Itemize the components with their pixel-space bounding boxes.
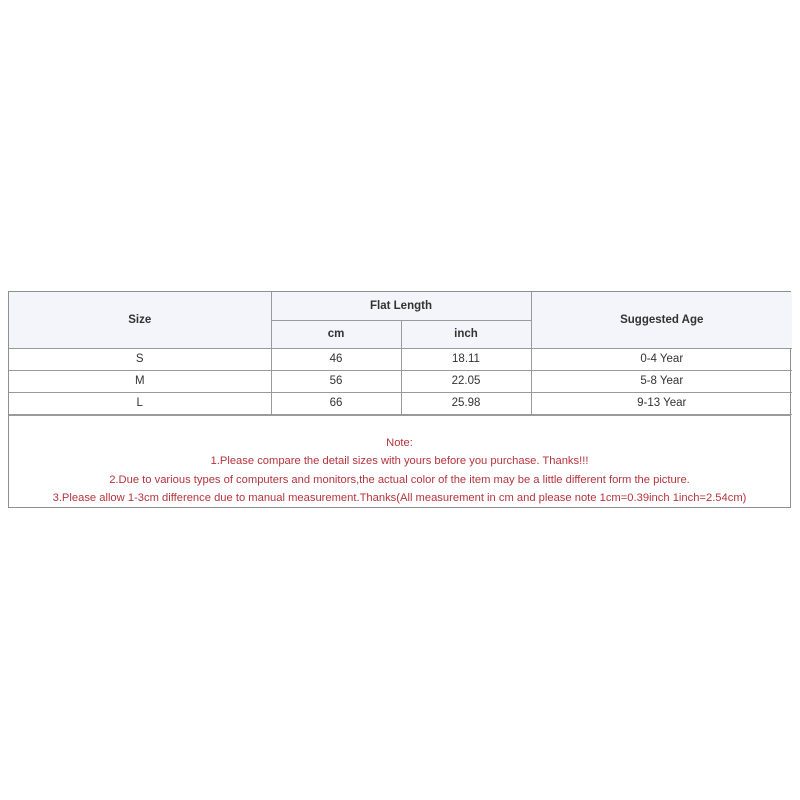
age-cell: 9-13 Year [531, 392, 792, 414]
inch-cell: 18.11 [401, 348, 531, 370]
table-row [9, 348, 792, 370]
size-header: Size [9, 292, 271, 348]
size-cell: S [9, 348, 271, 370]
note-line-3: 3.Please allow 1-3cm difference due to manual measurement.Thanks(All measurement in cm and please note 1cm=0.39inch 1inch=2.54cm) [52, 492, 747, 504]
size-cell: M [9, 370, 271, 392]
age-cell: 5-8 Year [531, 370, 792, 392]
notes-title: Note: [386, 436, 413, 449]
note-line-2: 2.Due to various types of computers and monitors,the actual color of the item may be a little different form the picture. [109, 473, 690, 486]
size-chart [8, 291, 791, 508]
notes-section [9, 415, 790, 564]
inch-cell: 25.98 [401, 392, 531, 414]
table-row [9, 370, 792, 392]
cm-cell: 66 [271, 392, 401, 414]
size-table [9, 292, 792, 415]
table-header-row [9, 292, 792, 320]
flat-length-header: Flat Length [271, 292, 531, 320]
inch-header: inch [401, 320, 531, 348]
size-cell: L [9, 392, 271, 414]
suggested-age-header: Suggested Age [531, 292, 792, 348]
cm-cell: 46 [271, 348, 401, 370]
age-cell: 0-4 Year [531, 348, 792, 370]
note-line-1: 1.Please compare the detail sizes with yours before you purchase. Thanks!!! [210, 455, 589, 467]
inch-cell: 22.05 [401, 370, 531, 392]
table-row [9, 392, 792, 414]
cm-header: cm [271, 320, 401, 348]
cm-cell: 56 [271, 370, 401, 392]
